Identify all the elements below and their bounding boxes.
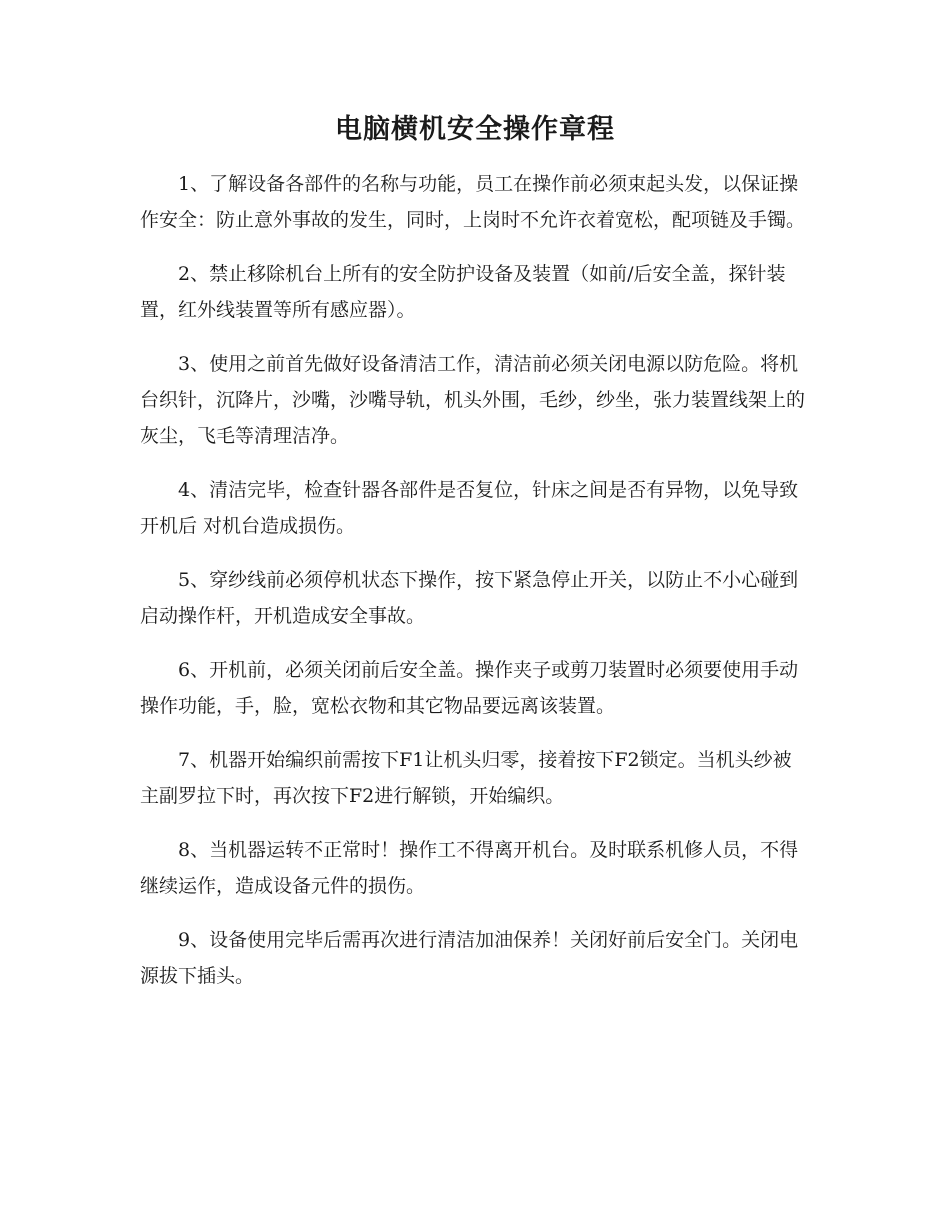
rule-paragraph-8: 8、当机器运转不正常时！操作工不得离开机台。及时联系机修人员，不得继续运作，造成设备元件的损伤。	[140, 839, 799, 897]
rule-paragraph-9: 9、设备使用完毕后需再次进行清洁加油保养！关闭好前后安全门。关闭电源拔下插头。	[140, 929, 799, 987]
rule-paragraph-7: 7、机器开始编织前需按下F1让机头归零，接着按下F2锁定。当机头纱被主副罗拉下时，再次按下F2进行解锁，开始编织。	[140, 749, 792, 807]
document-body	[140, 166, 808, 1012]
document-title: 电脑横机安全操作章程	[335, 114, 615, 145]
rule-paragraph-4: 4、清洁完毕，检查针器各部件是否复位，针床之间是否有异物，以免导致开机后 对机台造成损伤。	[140, 479, 799, 537]
rule-paragraph-6: 6、开机前，必须关闭前后安全盖。操作夹子或剪刀装置时必须要使用手动操作功能，手，脸，宽松衣物和其它物品要远离该装置。	[140, 659, 799, 717]
rule-paragraph-5: 5、穿纱线前必须停机状态下操作，按下紧急停止开关，以防止不小心碰到启动操作杆，开机造成安全事故。	[140, 569, 799, 627]
rule-paragraph-1: 1、了解设备各部件的名称与功能，员工在操作前必须束起头发，以保证操作安全：防止意外事故的发生，同时，上岗时不允许衣着宽松，配项链及手镯。	[140, 173, 806, 231]
rule-paragraph-3: 3、使用之前首先做好设备清洁工作，清洁前必须关闭电源以防危险。将机台织针，沉降片，沙嘴，沙嘴导轨，机头外围，毛纱，纱坐，张力装置线架上的灰尘，飞毛等清理洁净。	[140, 353, 806, 447]
rule-paragraph-2: 2、禁止移除机台上所有的安全防护设备及装置（如前/后安全盖，探针装置，红外线装置等所有感应器）。	[140, 263, 786, 321]
